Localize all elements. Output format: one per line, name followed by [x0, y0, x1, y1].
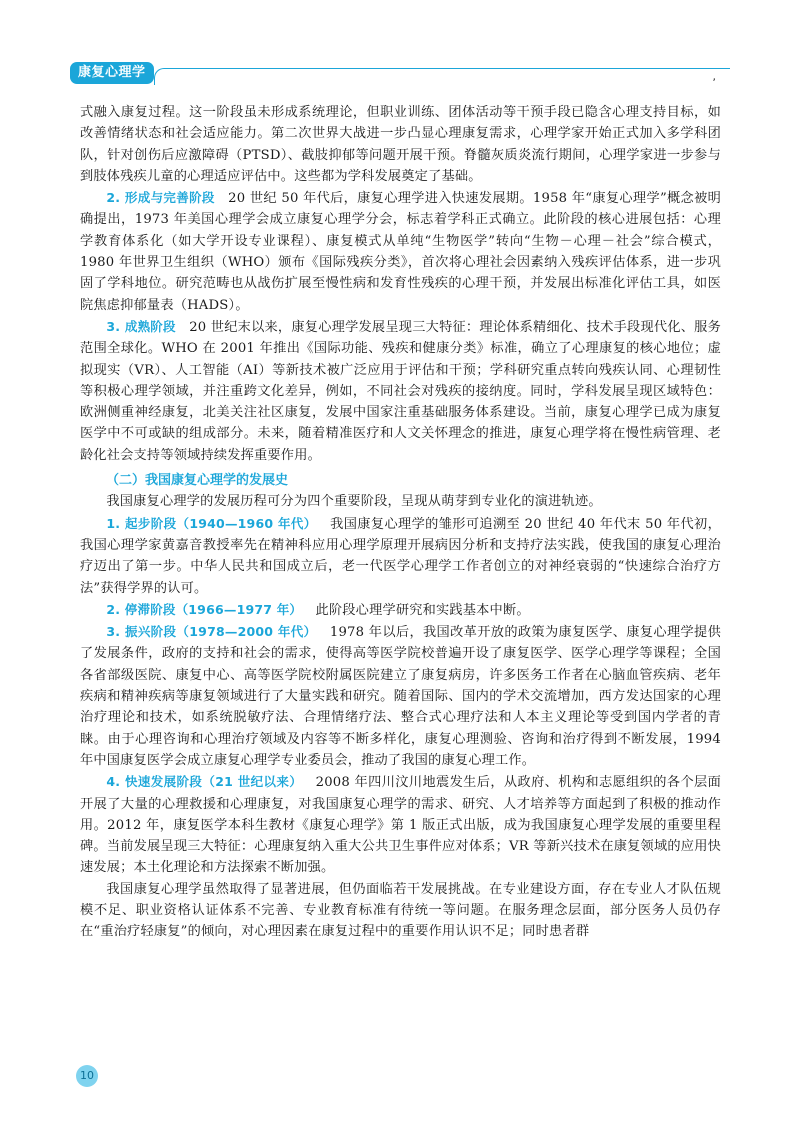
paragraph-continued: 式融入康复过程。这一阶段虽未形成系统理论，但职业训练、团体活动等干预手段已隐含心理支持目标，如改善情绪状态和社会适应能力。第二次世界大战进一步凸显心理康复需求，心理学家开始正式加入多学科团队，针对创伤后应激障碍（PTSD）、截肢抑郁等问题开展干预。脊髓灰质炎流行期间，心理学家进一步参与到肢体残疾儿童的心理适应评估中。这些都为学科发展奠定了基础。	[80, 105, 721, 184]
stage-text: 此阶段心理学研究和实践基本中断。	[315, 602, 530, 618]
paragraph-stage-revival	[80, 621, 721, 771]
book-title-tab: 康复心理学	[70, 62, 154, 84]
paragraph-stage-formation	[80, 187, 721, 316]
stage-text: 2008 年四川汶川地震发生后，从政府、机构和志愿组织的各个层面开展了大量的心理救援和心理康复，对我国康复心理学的需求、研究、人才培养等方面起到了积极的推动作用。2012 年，康复医学本科生教材《康复心理学》第 1 版正式出版，成为我国康复心理学发展的重要里程碑。当前发展呈现三大特征：心理康复纳入重大公共卫生事件应对体系；VR 等新兴技术在康复领域的应用快速发展；本土化理论和方法探索不断加强。	[80, 775, 721, 876]
running-header	[70, 58, 730, 88]
paragraph-stage-stagnation	[80, 599, 721, 621]
stage-heading: 4. 快速发展阶段（21 世纪以来）	[106, 774, 303, 790]
stage-text: 1978 年以后，我国改革开放的政策为康复医学、康复心理学提供了发展条件，政府的支持和社会的需求，使得高等医学院校普遍开设了康复医学、医学心理学等课程；全国各省部级医院、康复中心、高等医学院校附属医院建立了康复病房，许多医务工作者在心脑血管疾病、老年疾病和精神疾病等康复领域进行了大量实践和研究。随着国际、国内的学术交流增加，西方发达国家的心理治疗理论和技术，如系统脱敏疗法、合理情绪疗法、整合式心理疗法和人本主义理论等受到国内学者的青睐。由于心理咨询和心理治疗领域及内容等不断多样化，康复心理测验、咨询和治疗得到不断发展，1994 年中国康复医学会成立康复心理学专业委员会，推动了我国的康复心理工作。	[80, 625, 722, 768]
page-number-badge: 10	[76, 1065, 98, 1087]
paragraph-intro: 我国康复心理学的发展历程可分为四个重要阶段，呈现从萌芽到专业化的演进轨迹。	[106, 494, 602, 510]
stage-text: 20 世纪末以来，康复心理学发展呈现三大特征：理论体系精细化、技术手段现代化、服务范围全球化。WHO 在 2001 年推出《国际功能、残疾和健康分类》标准，确立了心理康复的核心地位；虚拟现实（VR）、人工智能（AI）等新技术被广泛应用于评估和干预；学科研究重点转向残疾认同、心理韧性等积极心理学领域，并注重跨文化差异，例如，不同社会对残疾的接纳度。同时，学科发展呈现区域特色：欧洲侧重神经康复，北美关注社区康复，发展中国家注重基础服务体系建设。当前，康复心理学已成为康复医学中不可或缺的组成部分。未来，随着精准医疗和人文关怀理念的推进，康复心理学将在慢性病管理、老龄化社会支持等领域持续发挥重要作用。	[80, 319, 722, 463]
stage-heading: 3. 成熟阶段	[106, 318, 176, 334]
section-heading: （二）我国康复心理学的发展史	[106, 473, 289, 489]
page-body	[80, 102, 721, 943]
stage-heading: 2. 停滞阶段（1966—1977 年）	[106, 601, 303, 617]
header-mark: ,	[712, 70, 716, 83]
stage-heading: 2. 形成与完善阶段	[106, 190, 215, 206]
paragraph-challenges: 我国康复心理学虽然取得了显著进展，但仍面临若干发展挑战。在专业建设方面，存在专业人才队伍规模不足、职业资格认证体系不完善、专业教育标准有待统一等问题。在服务理念层面，部分医务人员仍存在“重治疗轻康复”的倾向，对心理因素在康复过程中的重要作用认识不足；同时患者群	[80, 881, 721, 940]
stage-text: 20 世纪 50 年代后，康复心理学进入快速发展期。1958 年“康复心理学”概念被明确提出，1973 年美国心理学会成立康复心理学分会，标志着学科正式确立。此阶段的核心进展包括：心理学教育体系化（如大学开设专业课程）、康复模式从单纯“生物医学”转向“生物－心理－社会”综合模式，1980 年世界卫生组织（WHO）颁布《国际残疾分类》，首次将心理社会因素纳入残疾评估体系，进一步巩固了学科地位。研究范畴也从战伤扩展至慢性病和发育性残疾的心理干预，并发展出标准化评估工具，如医院焦虑抑郁量表（HADS）。	[80, 191, 721, 313]
paragraph-stage-mature	[80, 316, 721, 466]
header-rule	[154, 68, 730, 85]
stage-text: 我国康复心理学的雏形可追溯至 20 世纪 40 年代末 50 年代初，我国心理学家黄嘉音教授率先在精神科应用心理学原理开展病因分析和支持疗法实践，使我国的康复心理治疗迈出了第一步。中华人民共和国成立后，老一代医学心理学工作者创立的对神经衰弱的“快速综合治疗方法”获得学界的认可。	[80, 516, 721, 596]
paragraph-stage-rapid	[80, 771, 721, 878]
stage-heading: 1. 起步阶段（1940—1960 年代）	[106, 515, 317, 531]
stage-heading: 3. 振兴阶段（1978—2000 年代）	[106, 624, 317, 640]
paragraph-stage-start	[80, 513, 721, 599]
